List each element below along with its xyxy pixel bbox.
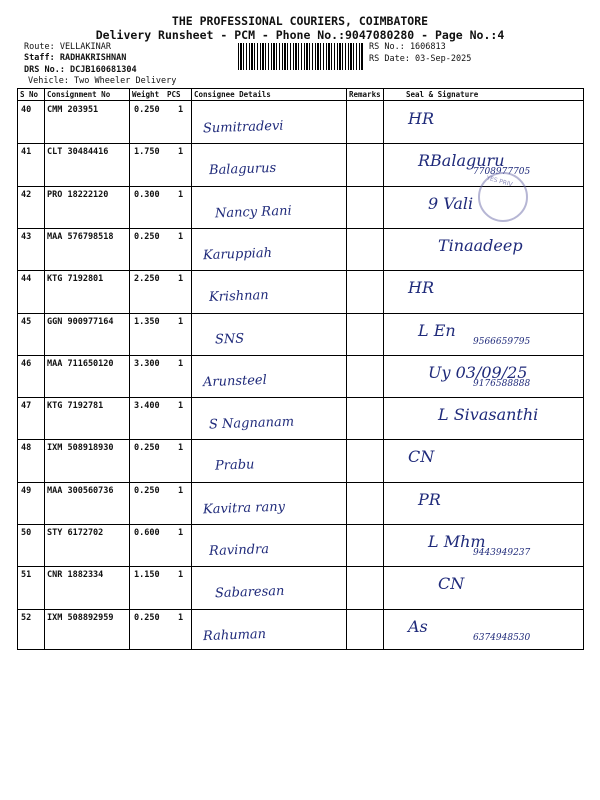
row-consignee-handwriting: Sumitradevi — [202, 118, 284, 137]
row-consignee-handwriting: Arunsteel — [202, 372, 268, 390]
row-sno: 51 — [21, 570, 32, 581]
row-pcs: 1 — [178, 358, 184, 369]
row-signature: L Mhm — [428, 532, 486, 551]
row-consignee-handwriting: S Nagnanam — [208, 414, 295, 433]
row-divider — [18, 270, 583, 271]
row-pcs: 1 — [178, 612, 184, 623]
route-label: Route: VELLAKINAR — [24, 42, 111, 52]
row-weight: 3.400 — [134, 401, 160, 412]
col-header-consignee: Consignee Details — [194, 90, 271, 99]
row-consignment: MAA 711650120 — [47, 358, 114, 369]
col-divider — [191, 89, 192, 649]
row-signature: HR — [408, 278, 434, 298]
row-sno: 49 — [21, 485, 32, 496]
rs-date: RS Date: 03-Sep-2025 — [369, 54, 472, 64]
row-signature: 9 Vali — [428, 193, 474, 213]
row-signature-note: 9443949237 — [473, 548, 531, 558]
row-weight: 0.250 — [134, 443, 160, 454]
row-signature: RBalaguru — [418, 151, 505, 171]
runsheet-subtitle: Delivery Runsheet - PCM - Phone No.:9047080280 - Page No.:4 — [95, 28, 505, 42]
col-header-consignment: Consignment No — [47, 90, 111, 99]
row-weight: 0.250 — [134, 105, 160, 115]
row-pcs: 1 — [178, 443, 184, 454]
row-pcs: 1 — [178, 485, 184, 496]
row-consignment: KTG 7192781 — [47, 401, 104, 412]
row-divider — [18, 566, 583, 567]
row-sno: 48 — [21, 443, 32, 454]
row-consignment: IXM 508892959 — [47, 612, 114, 623]
row-weight: 0.250 — [134, 612, 160, 623]
row-divider — [18, 313, 583, 314]
row-divider — [18, 355, 583, 356]
row-consignee-handwriting: Karuppiah — [202, 245, 273, 264]
rs-number: RS No.: 1606813 — [369, 42, 446, 52]
row-sno: 41 — [21, 147, 32, 158]
col-header-weight: Weight — [132, 90, 160, 99]
staff-name: RADHAKRISHNAN — [59, 53, 127, 63]
row-pcs: 1 — [178, 528, 184, 538]
row-pcs: 1 — [178, 189, 184, 200]
row-weight: 1.350 — [134, 316, 160, 327]
col-header-remarks: Remarks — [349, 90, 381, 99]
row-consignee-handwriting: Nancy Rani — [214, 203, 292, 221]
drs-number: DRS No.: DCJB160681304 — [24, 65, 137, 75]
row-signature-note: 7708977705 — [473, 167, 531, 178]
col-header-pcs: PCS — [167, 90, 181, 99]
row-consignment: KTG 7192801 — [47, 274, 104, 285]
row-signature: Uy 03/09/25 — [428, 362, 528, 382]
col-divider — [44, 89, 45, 649]
row-pcs: 1 — [178, 147, 184, 158]
row-signature: PR — [418, 489, 441, 509]
barcode-icon — [238, 43, 364, 70]
row-sno: 46 — [21, 358, 32, 369]
row-sno: 44 — [21, 274, 32, 285]
row-signature: HR — [408, 109, 434, 128]
row-signature: L Sivasanthi — [438, 405, 539, 425]
row-weight: 3.300 — [134, 358, 160, 369]
row-sno: 52 — [21, 612, 32, 623]
row-pcs: 1 — [178, 105, 184, 115]
row-pcs: 1 — [178, 570, 184, 581]
row-consignee-handwriting: Krishnan — [208, 288, 269, 306]
row-weight: 0.250 — [134, 485, 160, 496]
col-divider — [383, 89, 384, 649]
row-weight: 0.300 — [134, 189, 160, 200]
row-signature: CN — [408, 447, 435, 467]
vehicle-label: Vehicle: Two Wheeler Delivery — [28, 76, 177, 86]
row-consignee-handwriting: Rahuman — [202, 626, 267, 644]
row-pcs: 1 — [178, 231, 184, 242]
row-consignee-handwriting: Sabaresan — [214, 584, 285, 602]
row-sno: 43 — [21, 231, 32, 242]
row-consignment: CLT 30484416 — [47, 147, 109, 158]
row-signature: CN — [438, 574, 465, 594]
row-sno: 40 — [21, 105, 32, 115]
row-consignment: GGN 900977164 — [47, 316, 114, 327]
row-consignee-handwriting: Balagurus — [208, 161, 277, 179]
row-sno: 42 — [21, 189, 32, 200]
row-consignee-handwriting: SNS — [214, 330, 245, 348]
row-pcs: 1 — [178, 401, 184, 412]
col-header-seal: Seal & Signature — [406, 90, 479, 99]
staff-prefix: Staff: — [24, 53, 60, 63]
col-divider — [346, 89, 347, 649]
row-weight: 2.250 — [134, 274, 160, 285]
row-consignment: MAA 576798518 — [47, 231, 114, 242]
row-consignment: MAA 300560736 — [47, 485, 114, 496]
row-signature-note: 9566659795 — [473, 336, 531, 347]
row-divider — [18, 228, 583, 229]
row-consignment: CMM 203951 — [47, 105, 99, 115]
header-divider — [18, 100, 583, 101]
row-weight: 0.250 — [134, 231, 160, 242]
row-signature-note: 6374948530 — [473, 632, 531, 643]
row-consignee-handwriting: Prabu — [214, 457, 255, 475]
row-signature: L En — [418, 320, 456, 340]
row-sno: 47 — [21, 401, 32, 412]
row-divider — [18, 609, 583, 610]
col-divider — [129, 89, 130, 649]
row-consignment: CNR 1882334 — [47, 570, 104, 581]
row-weight: 1.750 — [134, 147, 160, 158]
row-consignee-handwriting: Ravindra — [208, 541, 270, 560]
row-signature: Tinaadeep — [438, 235, 523, 255]
row-sno: 50 — [21, 528, 32, 538]
row-consignee-handwriting: Kavitra rany — [202, 499, 286, 518]
row-sno: 45 — [21, 316, 32, 327]
row-divider — [18, 439, 583, 440]
col-header-sno: S No — [20, 90, 39, 99]
row-pcs: 1 — [178, 316, 184, 327]
row-signature-note: 9176588888 — [473, 378, 531, 389]
row-divider — [18, 143, 583, 144]
staff-line — [24, 53, 126, 63]
row-divider — [18, 397, 583, 398]
row-consignment: STY 6172702 — [47, 528, 104, 538]
row-weight: 0.600 — [134, 528, 160, 538]
row-signature: As — [408, 616, 428, 636]
row-pcs: 1 — [178, 274, 184, 285]
row-consignment: PRO 18222120 — [47, 189, 109, 200]
row-weight: 1.150 — [134, 570, 160, 581]
company-stamp-icon: YES PRIV — [478, 172, 528, 222]
row-consignment: IXM 508918930 — [47, 443, 114, 454]
company-title: THE PROFESSIONAL COURIERS, COIMBATORE — [171, 14, 429, 28]
row-divider — [18, 524, 583, 525]
row-divider — [18, 482, 583, 483]
